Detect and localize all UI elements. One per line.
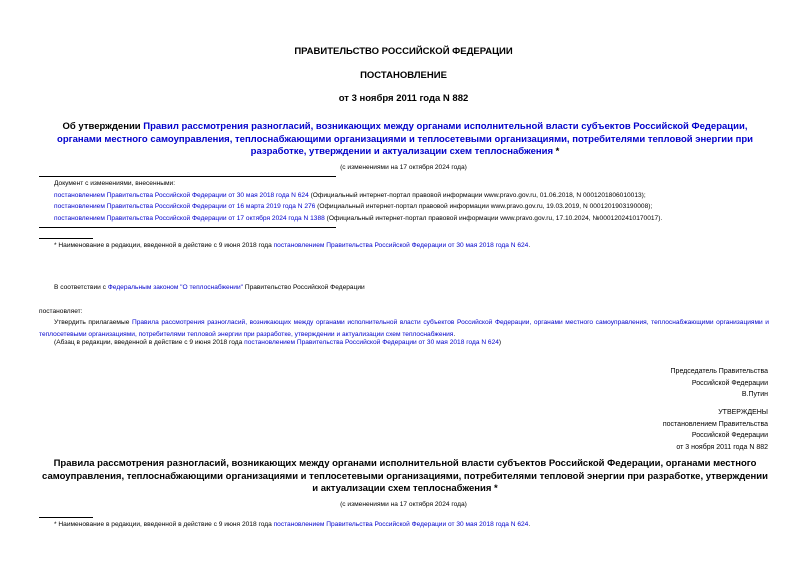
footnote-2: * Наименование в редакции, введенной в действие с 9 июня 2018 года постановлением Правительства Российской Федерации от 30 мая 2018 года N 624.	[54, 521, 531, 528]
amendment-link[interactable]: постановлением Правительства Российской Федерации от 16 марта 2019 года N 276	[54, 203, 316, 210]
approve-paragraph: Утвердить прилагаемые Правила рассмотрения разногласий, возникающих между органами исполнительной власти субъектов Российской Федерации, органами местного самоуправления, теплоснабжающими организациями и теплосетевыми организациями, потребителями тепловой энергии при разработке, утверждении и актуализации схем теплоснабжения.	[39, 319, 769, 338]
rules-changes-note: (с изменениями на 17 октября 2024 года)	[340, 501, 467, 508]
divider-top	[39, 176, 336, 177]
abzac-note: (Абзац в редакции, введенной в действие с 9 июня 2018 года постановлением Правительства Российской Федерации от 30 мая 2018 года N 624)	[54, 339, 502, 346]
document-date-number: от 3 ноября 2011 года N 882	[338, 93, 469, 104]
rules-link[interactable]: Правила рассмотрения разногласий, возникающих между органами исполнительной власти субъектов Российской Федерации, органами местного самоуправления, теплоснабжающими организациями и теплосетевыми организациями, потребителями тепловой энергии при разработке, утверждении и актуализации схем теплоснабжения	[39, 319, 769, 338]
amendments-intro: Документ с изменениями, внесенными:	[54, 180, 176, 187]
amendment-item: постановлением Правительства Российской Федерации от 17 октября 2024 года N 1388 (Официальный интернет-портал правовой информации www.pravo.gov.ru, 17.10.2024, №0001202410170017).	[54, 214, 663, 222]
accordance-paragraph: В соответствии с Федеральным законом "О теплоснабжении" Правительство Российской Федерации	[54, 284, 365, 291]
approved-block: УТВЕРЖДЕНЫ постановлением Правительства Российской Федерации от 3 ноября 2011 года N 882	[662, 409, 768, 451]
signature-name: В.Путин	[741, 391, 768, 398]
rules-title: Правила рассмотрения разногласий, возникающих между органами исполнительной власти субъектов Российской Федерации, органами местного самоуправления, теплоснабжающими организациями и теплосетевыми организациями, потребителями тепловой энергии при разработке, утверждении и актуализации схем теплоснабжения *	[42, 458, 768, 494]
amendment-link[interactable]: постановлением Правительства Российской Федерации от 30 мая 2018 года N 624	[54, 191, 309, 199]
amendments-block	[54, 178, 794, 224]
document-title	[40, 121, 770, 159]
federal-law-link[interactable]: Федеральным законом "О теплоснабжении"	[107, 284, 243, 291]
footnote-rule	[39, 517, 93, 518]
government-heading: ПРАВИТЕЛЬСТВО РОССИЙСКОЙ ФЕДЕРАЦИИ	[294, 46, 513, 57]
title-changes-note: (с изменениями на 17 октября 2024 года)	[340, 164, 467, 171]
footnote-link[interactable]: постановлением Правительства Российской Федерации от 30 мая 2018 года N 624	[273, 521, 529, 528]
footnote-rule	[39, 238, 93, 239]
title-link[interactable]: Правил рассмотрения разногласий, возникающих между органами исполнительной власти субъектов Российской Федерации, органами местного самоуправления, теплоснабжающими организациями и теплосетевыми организациями, потребителями тепловой энергии при разработке, утверждении и актуализации схем теплоснабжения	[57, 121, 753, 157]
amendment-item: постановлением Правительства Российской Федерации от 30 мая 2018 года N 624 (Официальный интернет-портал правовой информации www.pravo.gov.ru, 01.06.2018, N 0001201806010013);	[54, 191, 646, 199]
title-prefix: Об утверждении	[62, 121, 144, 132]
signature-block	[671, 366, 768, 401]
decides-label: постановляет:	[39, 308, 83, 315]
signature-country: Российской Федерации	[691, 379, 768, 387]
footnote-1: * Наименование в редакции, введенной в действие с 9 июня 2018 года постановлением Правительства Российской Федерации от 30 мая 2018 года N 624.	[54, 242, 531, 249]
title-star: *	[553, 146, 560, 157]
abzac-link[interactable]: постановлением Правительства Российской Федерации от 30 мая 2018 года N 624	[244, 339, 499, 346]
amendment-link[interactable]: постановлением Правительства Российской Федерации от 17 октября 2024 года N 1388	[54, 214, 325, 222]
approved-label: УТВЕРЖДЕНЫ	[718, 409, 768, 416]
amendment-item: постановлением Правительства Российской Федерации от 16 марта 2019 года N 276 (Официальный интернет-портал правовой информации www.pravo.gov.ru, 19.03.2019, N 0001201903190008);	[54, 203, 653, 210]
divider-bottom	[39, 227, 336, 228]
signature-position: Председатель Правительства	[670, 368, 768, 375]
document-type: ПОСТАНОВЛЕНИЕ	[360, 70, 447, 81]
footnote-link[interactable]: постановлением Правительства Российской Федерации от 30 мая 2018 года N 624	[273, 242, 529, 249]
